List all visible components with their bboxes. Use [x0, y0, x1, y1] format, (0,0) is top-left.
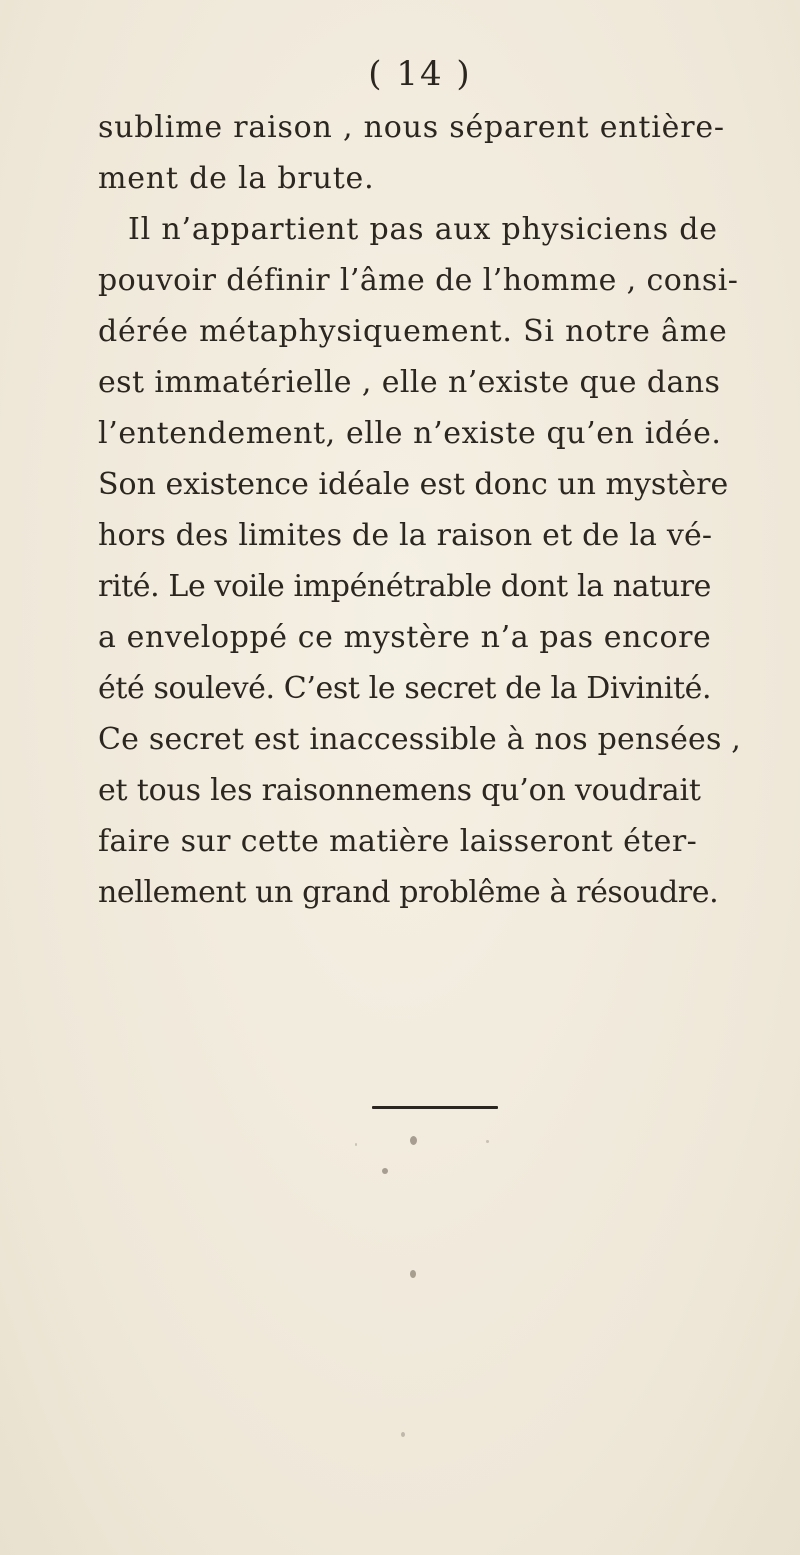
text-line: et tous les raisonnemens qu’on voudrait: [98, 773, 701, 808]
text-line: Il n’appartient pas aux physiciens de: [128, 212, 718, 247]
text-line: pouvoir définir l’âme de l’homme , consi-: [98, 263, 739, 298]
text-line: ment de la brute.: [98, 161, 375, 196]
paper-speck: [401, 1432, 405, 1437]
text-line: dérée métaphysiquement. Si notre âme: [98, 314, 728, 349]
text-line: nellement un grand problême à résoudre.: [98, 875, 719, 910]
paper-speck: [410, 1270, 416, 1278]
text-line: été soulevé. C’est le secret de la Divinité.: [98, 671, 712, 706]
paper-speck: [486, 1140, 489, 1143]
paper-speck: [355, 1143, 357, 1146]
text-line: sublime raison , nous séparent entière-: [98, 110, 725, 145]
paper-speck: [410, 1136, 417, 1145]
page-number: ( 14 ): [368, 54, 472, 94]
text-line: est immatérielle , elle n’existe que dans: [98, 365, 721, 400]
end-rule: [372, 1106, 498, 1109]
paper-speck: [382, 1168, 388, 1174]
text-line: faire sur cette matière laisseront éter-: [98, 824, 698, 859]
text-line: Son existence idéale est donc un mystère: [98, 467, 729, 502]
text-line: hors des limites de la raison et de la vé-: [98, 518, 713, 553]
text-line: a enveloppé ce mystère n’a pas encore: [98, 620, 712, 655]
text-line: rité. Le voile impénétrable dont la nature: [98, 569, 712, 604]
text-line: Ce secret est inaccessible à nos pensées ,: [98, 722, 742, 757]
text-line: l’entendement, elle n’existe qu’en idée.: [98, 416, 722, 451]
